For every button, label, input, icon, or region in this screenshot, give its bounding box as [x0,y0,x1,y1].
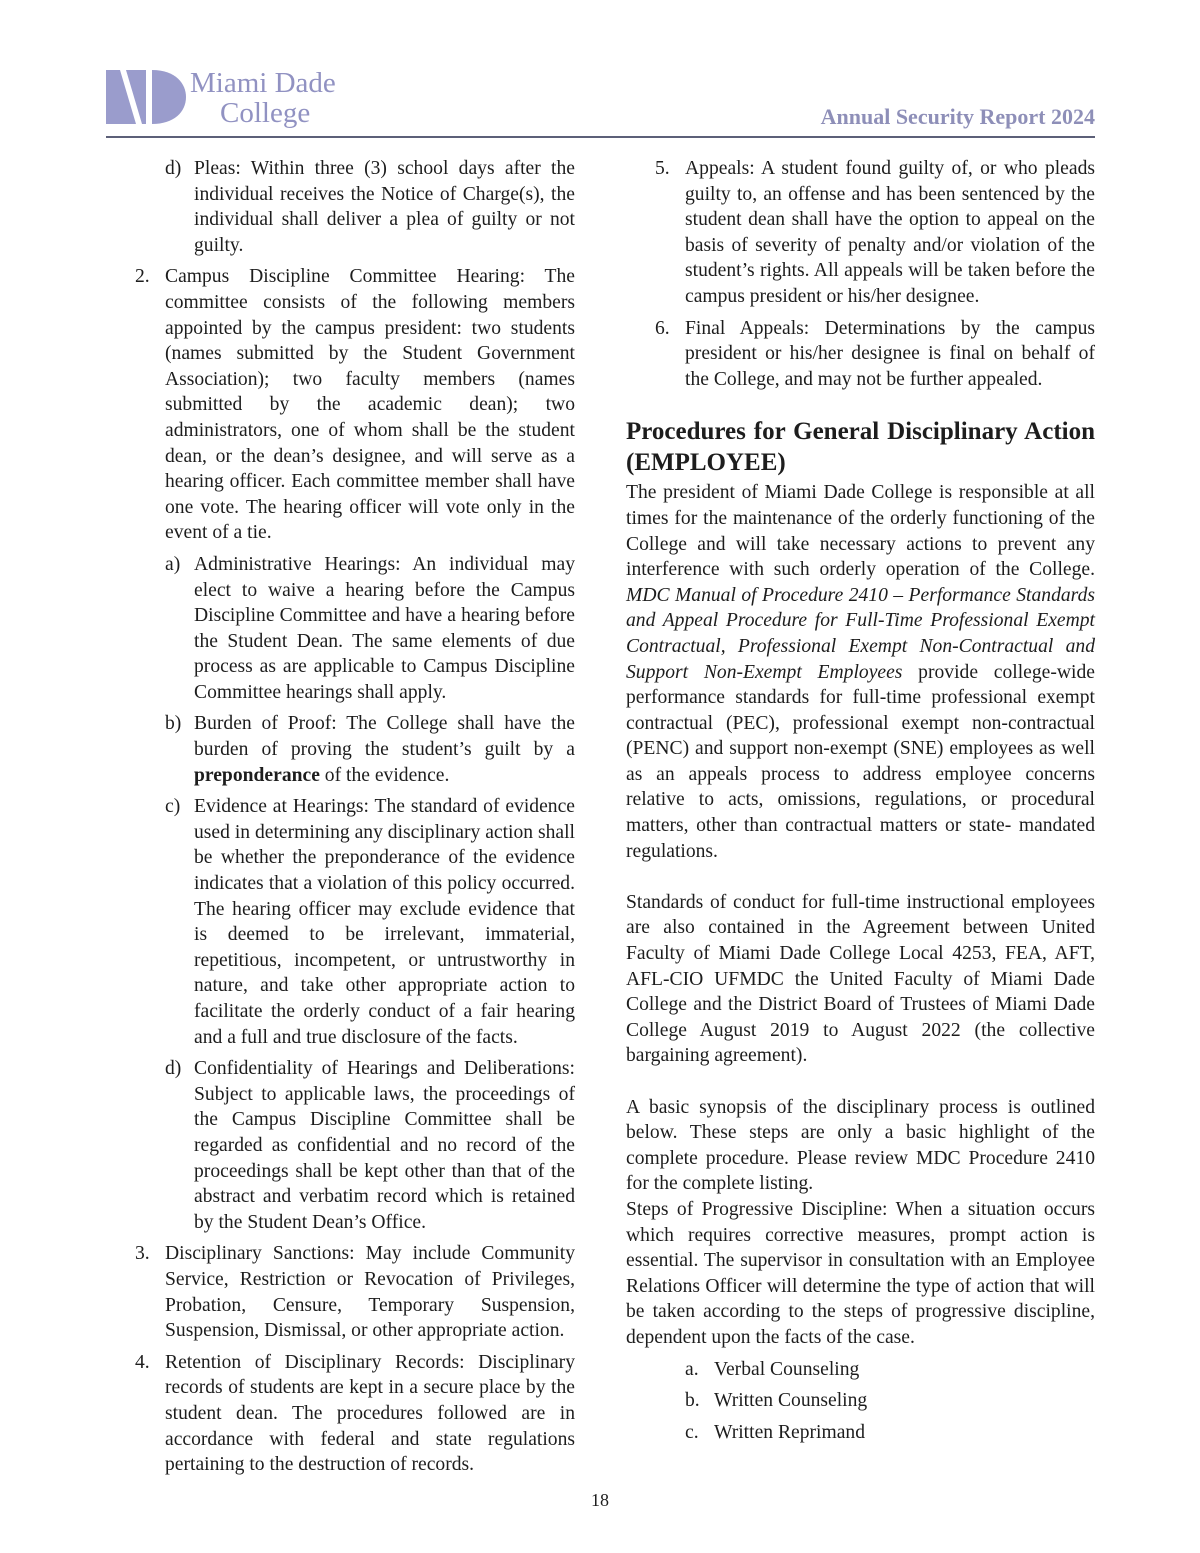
list-item [135,264,575,546]
item-text: Disciplinary Sanctions: May include Community Service, Restriction or Revocation of Privileges, Probation, Censure, Temporary Suspension, Suspension, Dismissal, or other appropriate action. [165,1243,575,1342]
list-item [626,156,1095,310]
report-title: Annual Security Report 2024 [820,104,1095,129]
item-label: c. [685,1421,699,1443]
item-text: of the evidence. [319,764,450,786]
list-item [626,1420,1095,1446]
list-item [626,316,1095,393]
item-label: a. [685,1358,699,1380]
item-label: b. [685,1390,700,1412]
item-text: Written Reprimand [714,1421,866,1443]
list-item [135,552,575,706]
paragraph: Steps of Progressive Discipline: When a situation occurs which requires corrective measures, prompt action is essential. The supervisor in consultation with an Employee Relations Officer will determine the type of action that will be taken according to the steps of progressive discipline, dependent upon the facts of the case. [626,1198,1095,1348]
left-column [135,156,575,1484]
logo-line-1: Miami Dade [190,67,336,99]
item-label: d) [165,158,182,179]
page-header [106,68,1095,138]
list-item [135,1241,575,1343]
list-item [626,1388,1095,1414]
item-label: a) [165,553,181,575]
item-text: Retention of Disciplinary Records: Disciplinary records of students are kept in a secure place by the student dean. The procedures followed are in accordance with federal and state regulations pertaining to the destruction of records. [165,1351,575,1476]
section-heading: Procedures for General Disciplinary Action (EMPLOYEE) [626,418,1095,477]
page-number: 18 [591,1490,609,1510]
item-label: d) [165,1058,182,1080]
procedure-title: MDC Manual of Procedure 2410 – Performance Standards and Appeal Procedure for Full-Time Professional Exempt Contractual, Professional Exempt Non-Contractual and Support Non-Exempt Employees [626,584,1095,683]
item-text: Evidence at Hearings: The standard of evidence used in determining any disciplinary action shall be whether the preponderance of the evidence indicates that a violation of this policy occurred. The hearing officer may exclude evidence that is deemed to be irrelevant, immaterial, repetitious, incompetent, or untrustworthy in nature, and take other appropriate action to facilitate the orderly conduct of a fair hearing and a full and true disclosure of the facts. [194,796,575,1048]
item-label: 4. [135,1351,150,1373]
list-item [135,1350,575,1478]
paragraph [626,480,1095,864]
item-text: Campus Discipline Committee Hearing: The committee consists of the following members appointed by the campus president: two students (names submitted by the Student Government Association); two faculty members (names submitted by the academic dean); two administrators, one of whom shall be the student dean, or the dean’s designee, and will serve as a hearing officer. Each committee member shall have one vote. The hearing officer will vote only in the event of a tie. [165,266,575,544]
item-text: Written Counseling [714,1390,868,1412]
logo-line-2: College [220,97,311,129]
list-item [626,1357,1095,1383]
list-item [135,156,575,258]
item-text: Administrative Hearings: An individual may elect to waive a hearing before the Campus Discipline Committee and have a hearing before the Student Dean. The same elements of due process as are applicable to Campus Discipline Committee hearings shall apply. [194,553,575,703]
paragraph-text: The president of Miami Dade College is responsible at all times for the maintenance of the orderly functioning of the College and will take necessary actions to prevent any interference with such orderly operation of the College. [626,482,1095,581]
paragraph: Standards of conduct for full-time instructional employees are also contained in the Agreement between United Faculty of Miami Dade College Local 4253, FEA, AFT, AFL-CIO UFMDC the United Faculty of Miami Dade College and the District Board of Trustees of Miami Dade College August 2019 to August 2022 (the collective bargaining agreement). [626,891,1095,1067]
item-text: Pleas: Within three (3) school days after the individual receives the Notice of Charge(s), the individual shall deliver a plea of guilty or not guilty. [194,158,575,256]
item-text: Confidentiality of Hearings and Deliberations: Subject to applicable laws, the proceedings of the Campus Discipline Committee shall be regarded as confidential and no record of the proceedings shall be kept other than that of the abstract and verbatim record which is retained by the Student Dean’s Office. [194,1058,575,1233]
list-item [135,711,575,788]
item-text: Burden of Proof: The College shall have the burden of proving the student’s guilt by a [194,713,575,761]
logo-wordmark [190,68,336,128]
item-label: 3. [135,1243,150,1265]
item-text: Final Appeals: Determinations by the campus president or his/her designee is final on behalf of the College, and may not be further appealed. [685,317,1095,390]
item-label: c) [165,796,181,818]
right-column [626,156,1095,1451]
list-item [135,794,575,1050]
paragraph-text: provide college-wide performance standards for full-time professional exempt contractual (PEC), professional exempt non-contractual (PENC) and support non-exempt (SNE) employees as well as an appeals process to address employee concerns relative to acts, omissions, regulations, or procedural matters, other than contractual matters or state- mandated regulations. [626,661,1095,862]
list-item [135,1056,575,1235]
item-text: Verbal Counseling [714,1358,860,1380]
item-label: 2. [135,266,150,288]
item-label: 6. [655,317,670,339]
bold-term: preponderance [194,764,320,786]
mdc-logo-icon [106,70,186,124]
paragraph: A basic synopsis of the disciplinary process is outlined below. These steps are only a basic highlight of the complete procedure. Please review MDC Procedure 2410 for the complete listing. [626,1096,1095,1195]
item-label: 5. [655,158,670,179]
item-label: b) [165,713,182,735]
item-text: Appeals: A student found guilty of, or who pleads guilty to, an offense and has been sentenced by the student dean shall have the option to appeal on the basis of severity of penalty and/or violation of the student’s rights. All appeals will be taken before the campus president or his/her designee. [685,158,1095,307]
